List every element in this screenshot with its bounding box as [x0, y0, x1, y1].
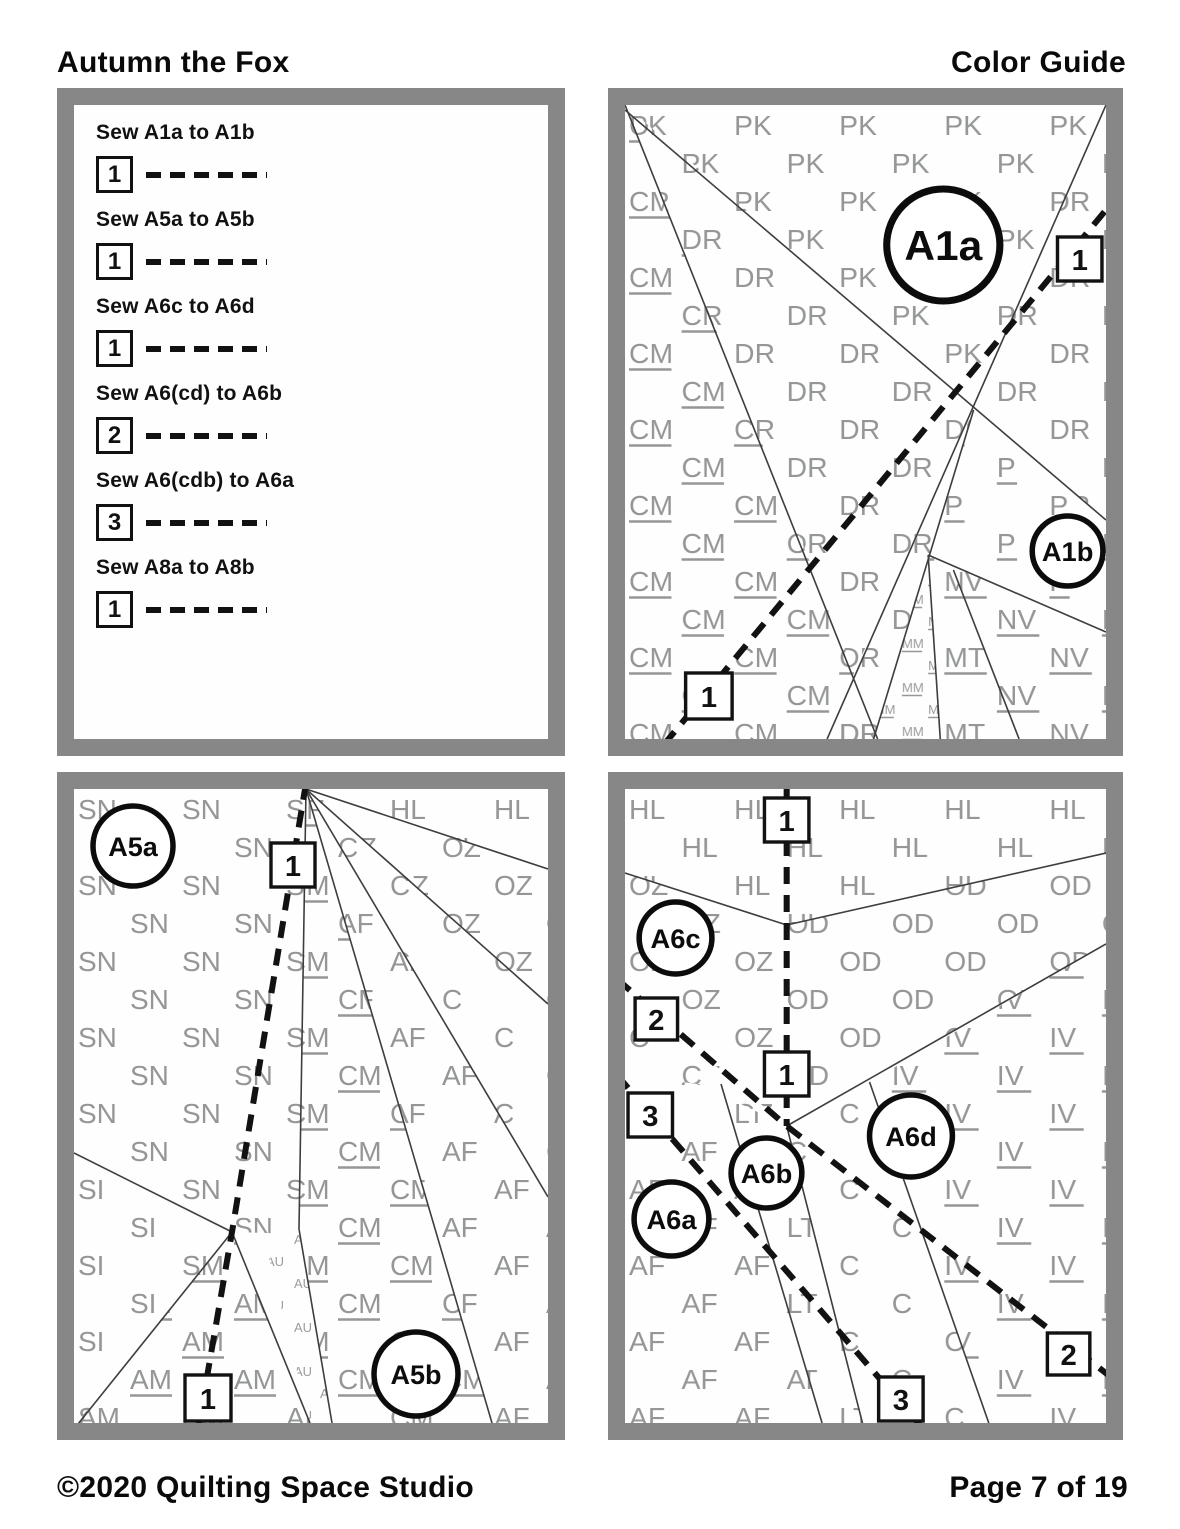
instruction-label: Sew A8a to A8b	[96, 556, 255, 579]
seam-dash-sample	[146, 520, 267, 526]
svg-text:A5b: A5b	[390, 1360, 442, 1390]
step-number-box	[635, 998, 677, 1040]
step-number-box	[271, 843, 315, 887]
svg-text:3: 3	[642, 1101, 659, 1133]
instruction-item	[96, 208, 548, 280]
instruction-label: Sew A5a to A5b	[96, 208, 255, 231]
instruction-label: Sew A1a to A1b	[96, 121, 255, 144]
svg-text:1: 1	[199, 1384, 217, 1416]
seam-dash-sample	[146, 259, 267, 265]
step-number-box: 3	[96, 504, 133, 541]
piece-label	[374, 1332, 458, 1416]
svg-text:A6b: A6b	[740, 1158, 793, 1189]
svg-text:1: 1	[284, 851, 302, 883]
svg-text:1: 1	[1071, 245, 1088, 277]
instruction-item	[96, 295, 548, 367]
svg-text:A6c: A6c	[650, 923, 701, 954]
svg-text:1: 1	[700, 682, 718, 714]
step-number-box: 1	[96, 156, 133, 193]
step-number-box	[879, 1377, 923, 1421]
piece-a5-diagram	[74, 789, 548, 1423]
svg-text:A1b: A1b	[1041, 536, 1094, 567]
seam-dash-sample	[146, 433, 267, 439]
piece-label	[639, 902, 712, 974]
piece-a5-panel	[57, 772, 565, 1440]
step-number-box	[764, 798, 808, 842]
step-number-box	[185, 1375, 231, 1421]
svg-text:A6d: A6d	[885, 1121, 937, 1152]
color-guide-label: Color Guide	[951, 46, 1126, 79]
seam-dash-sample	[146, 346, 267, 352]
instruction-label: Sew A6(cd) to A6b	[96, 382, 283, 405]
piece-label	[1032, 516, 1103, 586]
svg-text:A1a: A1a	[904, 222, 983, 269]
seam-dash-sample	[146, 172, 267, 178]
copyright-text: ©2020 Quilting Space Studio	[57, 1471, 474, 1504]
svg-text:A6a: A6a	[646, 1204, 697, 1235]
piece-label	[93, 806, 173, 886]
piece-a6-diagram	[625, 789, 1106, 1423]
step-number-box	[1047, 1333, 1089, 1375]
piece-a6-panel	[608, 772, 1123, 1440]
fabric-regions	[625, 105, 1106, 739]
step-number-box: 1	[96, 591, 133, 628]
piece-label	[887, 189, 1000, 301]
piece-a1-diagram	[625, 105, 1106, 739]
step-number-box	[686, 673, 732, 719]
instruction-label: Sew A6(cdb) to A6a	[96, 469, 295, 492]
instruction-item	[96, 121, 548, 193]
svg-text:1: 1	[778, 1060, 795, 1092]
svg-text:A5a: A5a	[108, 832, 158, 862]
fabric-regions	[625, 789, 1106, 1423]
step-number-box: 2	[96, 417, 133, 454]
instruction-list	[74, 105, 548, 628]
svg-text:1: 1	[778, 806, 795, 838]
seam-dash-sample	[146, 607, 267, 613]
piece-label	[634, 1182, 709, 1256]
piece-label	[731, 1138, 802, 1208]
instructions-panel	[57, 88, 565, 756]
instruction-label: Sew A6c to A6d	[96, 295, 255, 318]
page-title: Autumn the Fox	[57, 46, 290, 79]
step-number-box	[628, 1093, 672, 1137]
piece-label	[870, 1095, 953, 1177]
step-number-box: 1	[96, 330, 133, 367]
instruction-item	[96, 382, 548, 454]
piece-a1-panel	[608, 88, 1123, 756]
svg-text:3: 3	[892, 1385, 910, 1417]
page-number: Page 7 of 19	[949, 1471, 1128, 1504]
svg-text:2: 2	[1060, 1340, 1077, 1372]
svg-text:2: 2	[648, 1005, 665, 1037]
instruction-item	[96, 556, 548, 628]
instruction-item	[96, 469, 548, 541]
step-number-box	[764, 1052, 808, 1096]
step-number-box	[1057, 237, 1101, 281]
step-number-box: 1	[96, 243, 133, 280]
